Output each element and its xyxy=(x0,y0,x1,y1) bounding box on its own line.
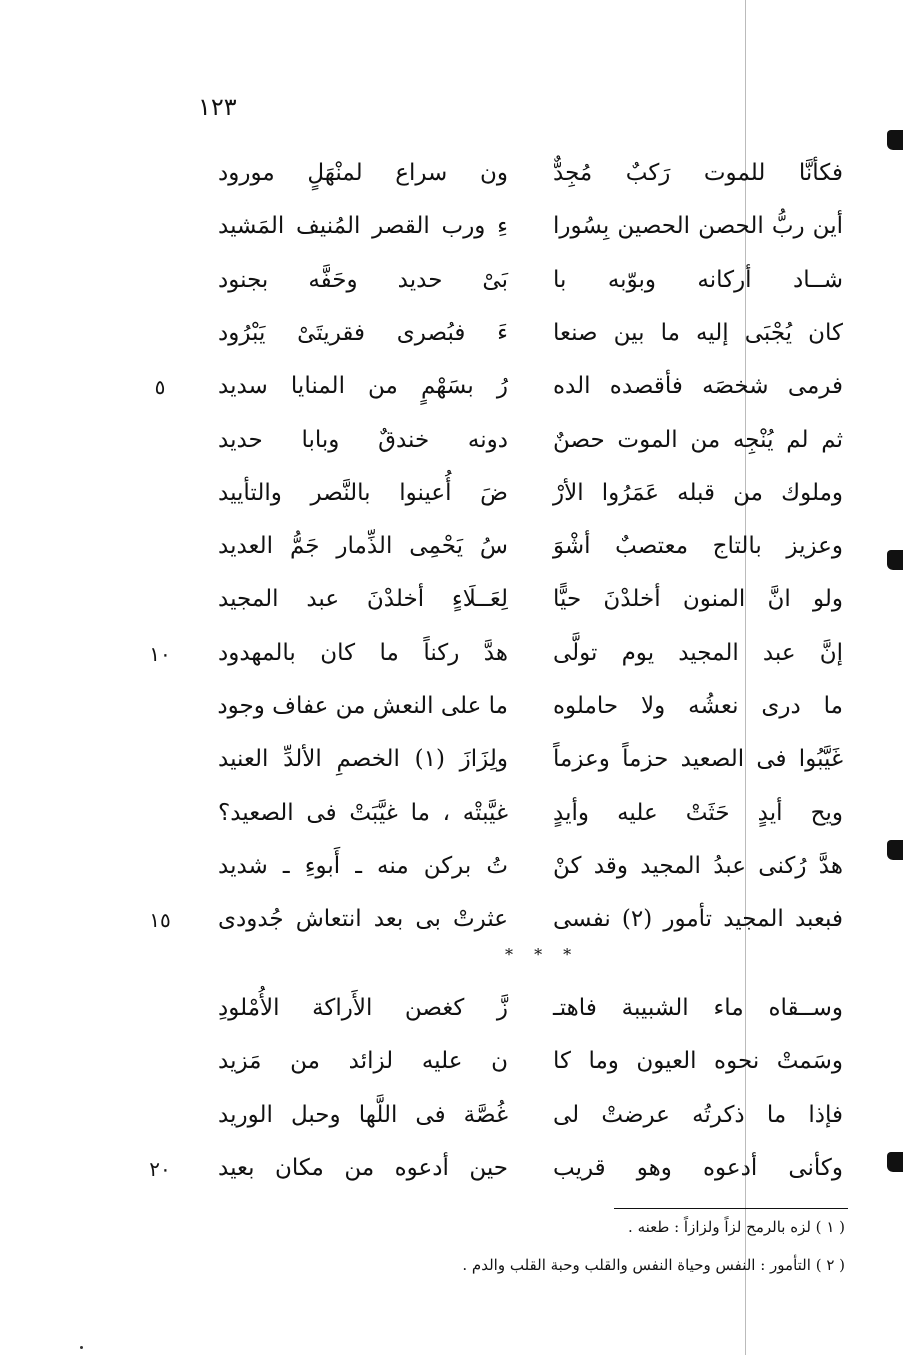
section-separator: * * * xyxy=(505,945,580,964)
verse-first-hemistich: أين ربُّ الحصن الحصين بِسُورا xyxy=(553,213,843,240)
verse-first-hemistich: هدَّ رُكنى عبدُ المجيد وقد كنْ xyxy=(553,852,843,879)
verse-second-hemistich: حين أدعوه من مكان بعيد xyxy=(218,1154,508,1181)
edge-mark xyxy=(887,550,903,570)
verse-second-hemistich: ءِ ورب القصر المُنيف المَشيد xyxy=(218,213,508,240)
verse-first-hemistich: ويح أيدٍ حَثَتْ عليه وأيدٍ xyxy=(553,799,843,826)
verse-second-hemistich: رُ بسَهْمٍ من المنايا سديد xyxy=(218,373,508,400)
line-number: ١٥ xyxy=(149,908,171,933)
verse-first-hemistich: كان يُجْبَى إليه ما بين صنعا xyxy=(553,319,843,346)
verse-second-hemistich: تُ بركن منه ـ أَبوءِ ـ شديد xyxy=(218,852,508,879)
speck xyxy=(80,1346,83,1349)
verse-first-hemistich: وسَمتْ نحوه العيون وما كا xyxy=(553,1048,843,1075)
verse-second-hemistich: غيَّبتْه ، ما غيَّبَتْ فى الصعيد؟ xyxy=(218,799,508,826)
verse-second-hemistich: ءَ فبُصرى فقريتَىْ يَبْرُود xyxy=(218,319,508,346)
verse-second-hemistich: ما على النعش من عفاف وجود xyxy=(217,693,508,719)
verse-first-hemistich: فبعبد المجيد تأمور (٢) نفسى xyxy=(553,906,843,933)
edge-mark xyxy=(887,1152,903,1172)
footnote-1: ( ١ ) لزه بالرمح لزاً ولزازاً : طعنه . xyxy=(628,1218,845,1236)
binding-fold xyxy=(745,0,746,1355)
verse-first-hemistich: شــاد أركانه وبوّبه با xyxy=(553,266,843,293)
verse-second-hemistich: ون سراع لمنْهَلٍ مورود xyxy=(218,160,508,186)
verse-first-hemistich: فإذا ما ذكرتُه عرضتْ لى xyxy=(553,1101,843,1128)
verse-first-hemistich: ما درى نعشُه ولا حاملوه xyxy=(553,693,843,719)
verse-second-hemistich: ن عليه لزائد من مَزيد xyxy=(218,1048,508,1075)
verse-first-hemistich: فرمى شخصَه فأقصده الده xyxy=(553,373,843,400)
verse-first-hemistich: وكأنى أدعوه وهو قريب xyxy=(553,1154,843,1181)
verse-first-hemistich: ثم لم يُنْجِه من الموت حصنٌ xyxy=(553,426,843,453)
verse-second-hemistich: بَىْ حديد وحَفَّه بجنود xyxy=(218,266,508,293)
verse-second-hemistich: دونه خندقٌ وبابا حديد xyxy=(218,426,508,453)
verse-first-hemistich: إنَّ عبد المجيد يوم تولَّى xyxy=(553,639,843,666)
line-number: ٢٠ xyxy=(149,1156,171,1181)
verse-first-hemistich: فكأنَّا للموت رَكبٌ مُجِدٌّ xyxy=(553,160,843,186)
edge-mark xyxy=(887,130,903,150)
verse-first-hemistich: وملوك من قبله عَمَرُوا الأرْ xyxy=(553,479,843,506)
verse-second-hemistich: ولِزَازَ (١) الخصمِ الألدِّ العنيد xyxy=(218,746,508,773)
footnote-2: ( ٢ ) التأمور : النفس وحياة النفس والقلب وحبة القلب والدم . xyxy=(462,1256,845,1274)
edge-mark xyxy=(887,840,903,860)
verse-second-hemistich: سُ يَحْمِى الذِّمار جَمُّ العديد xyxy=(218,533,508,560)
verse-first-hemistich: وعزيز بالتاج معتصبٌ أشْوَ xyxy=(553,533,843,560)
line-number: ١٠ xyxy=(149,641,171,666)
verse-second-hemistich: عثرتْ بى بعد انتعاش جُدودى xyxy=(218,906,508,933)
verse-second-hemistich: غُصَّة فى اللَّها وحبل الوريد xyxy=(218,1101,508,1128)
verse-second-hemistich: زَّ كغصن الأَراكة الأُمْلودِ xyxy=(218,995,508,1021)
page-number: ١٢٣ xyxy=(198,93,237,121)
line-number: ٥ xyxy=(154,375,166,400)
footnote-rule xyxy=(614,1208,848,1209)
verse-second-hemistich: ضَ أُعينوا بالنَّصر والتأييد xyxy=(218,479,508,506)
verse-first-hemistich: وســقاه ماء الشبيبة فاهتـ xyxy=(553,995,843,1021)
verse-second-hemistich: هدَّ ركناً ما كان بالمهدود xyxy=(218,639,508,666)
verse-first-hemistich: غَيَّبُوا فى الصعيد حزماً وعزماً xyxy=(553,746,843,773)
verse-second-hemistich: لِعَــلَاءٍ أخلدْنَ عبد المجيد xyxy=(218,586,508,613)
verse-first-hemistich: ولو انَّ المنون أخلدْنَ حيًّا xyxy=(553,586,843,613)
